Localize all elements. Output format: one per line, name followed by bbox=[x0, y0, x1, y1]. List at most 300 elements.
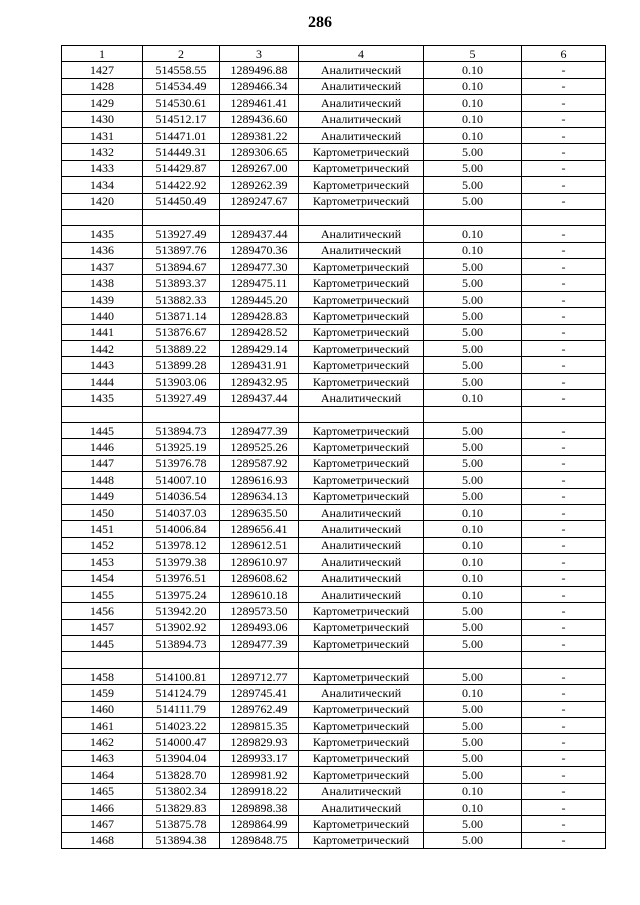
y-coordinate-cell: 1289429.14 bbox=[220, 341, 299, 357]
point-number-cell: 1434 bbox=[62, 177, 143, 193]
column-header: 5 bbox=[424, 46, 522, 62]
x-coordinate-cell bbox=[143, 406, 220, 422]
y-coordinate-cell: 1289762.49 bbox=[220, 701, 299, 717]
method-cell: Аналитический bbox=[299, 78, 424, 94]
x-coordinate-cell: 513894.38 bbox=[143, 832, 220, 848]
method-cell: Картометрический bbox=[299, 193, 424, 209]
description-cell: - bbox=[522, 816, 606, 832]
method-cell: Картометрический bbox=[299, 439, 424, 455]
accuracy-cell: 0.10 bbox=[424, 783, 522, 799]
table-row bbox=[62, 324, 606, 340]
x-coordinate-cell: 513829.83 bbox=[143, 799, 220, 815]
method-cell: Картометрический bbox=[299, 718, 424, 734]
table-row bbox=[62, 636, 606, 652]
description-cell: - bbox=[522, 799, 606, 815]
table-row bbox=[62, 750, 606, 766]
description-cell: - bbox=[522, 291, 606, 307]
description-cell: - bbox=[522, 242, 606, 258]
accuracy-cell: 5.00 bbox=[424, 767, 522, 783]
method-cell: Картометрический bbox=[299, 832, 424, 848]
accuracy-cell: 0.10 bbox=[424, 504, 522, 520]
method-cell: Картометрический bbox=[299, 422, 424, 438]
y-coordinate-cell: 1289262.39 bbox=[220, 177, 299, 193]
point-number-cell: 1464 bbox=[62, 767, 143, 783]
point-number-cell: 1445 bbox=[62, 636, 143, 652]
point-number-cell: 1447 bbox=[62, 455, 143, 471]
accuracy-cell: 0.10 bbox=[424, 570, 522, 586]
x-coordinate-cell: 513802.34 bbox=[143, 783, 220, 799]
accuracy-cell: 5.00 bbox=[424, 373, 522, 389]
description-cell: - bbox=[522, 439, 606, 455]
column-header: 6 bbox=[522, 46, 606, 62]
x-coordinate-cell: 514429.87 bbox=[143, 160, 220, 176]
description-cell bbox=[522, 209, 606, 225]
accuracy-cell: 0.10 bbox=[424, 554, 522, 570]
description-cell: - bbox=[522, 734, 606, 750]
method-cell: Картометрический bbox=[299, 734, 424, 750]
description-cell: - bbox=[522, 554, 606, 570]
table-row bbox=[62, 160, 606, 176]
accuracy-cell: 0.10 bbox=[424, 685, 522, 701]
method-cell: Аналитический bbox=[299, 685, 424, 701]
y-coordinate-cell: 1289470.36 bbox=[220, 242, 299, 258]
accuracy-cell: 5.00 bbox=[424, 341, 522, 357]
y-coordinate-cell: 1289610.97 bbox=[220, 554, 299, 570]
table-row bbox=[62, 291, 606, 307]
description-cell: - bbox=[522, 193, 606, 209]
table-row bbox=[62, 718, 606, 734]
y-coordinate-cell: 1289445.20 bbox=[220, 291, 299, 307]
point-number-cell: 1458 bbox=[62, 668, 143, 684]
accuracy-cell: 5.00 bbox=[424, 701, 522, 717]
point-number-cell: 1428 bbox=[62, 78, 143, 94]
point-number-cell: 1466 bbox=[62, 799, 143, 815]
accuracy-cell: 5.00 bbox=[424, 832, 522, 848]
method-cell: Картометрический bbox=[299, 160, 424, 176]
x-coordinate-cell: 514100.81 bbox=[143, 668, 220, 684]
table-body bbox=[62, 62, 606, 849]
y-coordinate-cell bbox=[220, 209, 299, 225]
x-coordinate-cell: 514036.54 bbox=[143, 488, 220, 504]
description-cell: - bbox=[522, 603, 606, 619]
y-coordinate-cell: 1289712.77 bbox=[220, 668, 299, 684]
y-coordinate-cell: 1289608.62 bbox=[220, 570, 299, 586]
description-cell bbox=[522, 652, 606, 668]
description-cell: - bbox=[522, 701, 606, 717]
description-cell: - bbox=[522, 144, 606, 160]
description-cell: - bbox=[522, 455, 606, 471]
table-row bbox=[62, 308, 606, 324]
table-row bbox=[62, 111, 606, 127]
point-number-cell: 1461 bbox=[62, 718, 143, 734]
y-coordinate-cell: 1289610.18 bbox=[220, 586, 299, 602]
description-cell: - bbox=[522, 521, 606, 537]
y-coordinate-cell: 1289525.26 bbox=[220, 439, 299, 455]
table-row bbox=[62, 422, 606, 438]
x-coordinate-cell: 513902.92 bbox=[143, 619, 220, 635]
point-number-cell: 1465 bbox=[62, 783, 143, 799]
accuracy-cell: 5.00 bbox=[424, 668, 522, 684]
method-cell: Картометрический bbox=[299, 144, 424, 160]
table-row bbox=[62, 78, 606, 94]
point-number-cell: 1450 bbox=[62, 504, 143, 520]
x-coordinate-cell: 514124.79 bbox=[143, 685, 220, 701]
table-row bbox=[62, 767, 606, 783]
accuracy-cell: 5.00 bbox=[424, 603, 522, 619]
table-row bbox=[62, 554, 606, 570]
point-number-cell: 1430 bbox=[62, 111, 143, 127]
point-number-cell: 1463 bbox=[62, 750, 143, 766]
method-cell: Картометрический bbox=[299, 619, 424, 635]
method-cell: Картометрический bbox=[299, 291, 424, 307]
y-coordinate-cell bbox=[220, 652, 299, 668]
accuracy-cell: 0.10 bbox=[424, 799, 522, 815]
method-cell: Картометрический bbox=[299, 341, 424, 357]
y-coordinate-cell bbox=[220, 406, 299, 422]
point-number-cell bbox=[62, 209, 143, 225]
point-number-cell: 1446 bbox=[62, 439, 143, 455]
y-coordinate-cell: 1289306.65 bbox=[220, 144, 299, 160]
description-cell: - bbox=[522, 308, 606, 324]
description-cell: - bbox=[522, 390, 606, 406]
point-number-cell: 1459 bbox=[62, 685, 143, 701]
point-number-cell: 1468 bbox=[62, 832, 143, 848]
x-coordinate-cell: 514006.84 bbox=[143, 521, 220, 537]
method-cell: Картометрический bbox=[299, 357, 424, 373]
table-row bbox=[62, 62, 606, 78]
accuracy-cell: 0.10 bbox=[424, 521, 522, 537]
table-row bbox=[62, 341, 606, 357]
x-coordinate-cell: 514000.47 bbox=[143, 734, 220, 750]
y-coordinate-cell: 1289933.17 bbox=[220, 750, 299, 766]
accuracy-cell: 0.10 bbox=[424, 78, 522, 94]
table-row bbox=[62, 570, 606, 586]
description-cell: - bbox=[522, 718, 606, 734]
table-row bbox=[62, 193, 606, 209]
point-number-cell: 1445 bbox=[62, 422, 143, 438]
method-cell: Аналитический bbox=[299, 554, 424, 570]
table-row bbox=[62, 504, 606, 520]
x-coordinate-cell: 513828.70 bbox=[143, 767, 220, 783]
table-row bbox=[62, 373, 606, 389]
description-cell: - bbox=[522, 685, 606, 701]
x-coordinate-cell: 513894.67 bbox=[143, 259, 220, 275]
accuracy-cell: 5.00 bbox=[424, 734, 522, 750]
x-coordinate-cell: 513979.38 bbox=[143, 554, 220, 570]
y-coordinate-cell: 1289745.41 bbox=[220, 685, 299, 701]
point-number-cell: 1456 bbox=[62, 603, 143, 619]
method-cell: Аналитический bbox=[299, 537, 424, 553]
method-cell: Картометрический bbox=[299, 488, 424, 504]
table-row bbox=[62, 832, 606, 848]
table-row bbox=[62, 816, 606, 832]
accuracy-cell: 0.10 bbox=[424, 226, 522, 242]
point-number-cell: 1448 bbox=[62, 472, 143, 488]
y-coordinate-cell: 1289247.67 bbox=[220, 193, 299, 209]
accuracy-cell bbox=[424, 406, 522, 422]
x-coordinate-cell: 513927.49 bbox=[143, 390, 220, 406]
table-row bbox=[62, 586, 606, 602]
description-cell: - bbox=[522, 586, 606, 602]
y-coordinate-cell: 1289475.11 bbox=[220, 275, 299, 291]
y-coordinate-cell: 1289981.92 bbox=[220, 767, 299, 783]
y-coordinate-cell: 1289477.39 bbox=[220, 636, 299, 652]
y-coordinate-cell: 1289267.00 bbox=[220, 160, 299, 176]
description-cell: - bbox=[522, 259, 606, 275]
description-cell: - bbox=[522, 95, 606, 111]
table-row bbox=[62, 242, 606, 258]
x-coordinate-cell: 513876.67 bbox=[143, 324, 220, 340]
accuracy-cell: 5.00 bbox=[424, 160, 522, 176]
accuracy-cell: 5.00 bbox=[424, 259, 522, 275]
table-row bbox=[62, 226, 606, 242]
table-row bbox=[62, 472, 606, 488]
description-cell: - bbox=[522, 472, 606, 488]
x-coordinate-cell: 514471.01 bbox=[143, 127, 220, 143]
accuracy-cell: 0.10 bbox=[424, 95, 522, 111]
table-row bbox=[62, 783, 606, 799]
point-number-cell: 1427 bbox=[62, 62, 143, 78]
column-header: 1 bbox=[62, 46, 143, 62]
table-row bbox=[62, 209, 606, 225]
table-row bbox=[62, 275, 606, 291]
x-coordinate-cell: 514007.10 bbox=[143, 472, 220, 488]
x-coordinate-cell: 513904.04 bbox=[143, 750, 220, 766]
point-number-cell: 1429 bbox=[62, 95, 143, 111]
y-coordinate-cell: 1289864.99 bbox=[220, 816, 299, 832]
y-coordinate-cell: 1289436.60 bbox=[220, 111, 299, 127]
x-coordinate-cell: 513976.78 bbox=[143, 455, 220, 471]
point-number-cell: 1455 bbox=[62, 586, 143, 602]
description-cell: - bbox=[522, 504, 606, 520]
coordinates-table bbox=[61, 45, 606, 849]
y-coordinate-cell: 1289477.39 bbox=[220, 422, 299, 438]
description-cell: - bbox=[522, 111, 606, 127]
method-cell: Аналитический bbox=[299, 521, 424, 537]
method-cell: Картометрический bbox=[299, 816, 424, 832]
accuracy-cell: 5.00 bbox=[424, 488, 522, 504]
description-cell: - bbox=[522, 537, 606, 553]
x-coordinate-cell: 514449.31 bbox=[143, 144, 220, 160]
method-cell: Аналитический bbox=[299, 242, 424, 258]
accuracy-cell: 5.00 bbox=[424, 275, 522, 291]
method-cell: Картометрический bbox=[299, 701, 424, 717]
column-header: 4 bbox=[299, 46, 424, 62]
page-number: 286 bbox=[308, 14, 332, 31]
point-number-cell: 1440 bbox=[62, 308, 143, 324]
accuracy-cell: 0.10 bbox=[424, 127, 522, 143]
y-coordinate-cell: 1289461.41 bbox=[220, 95, 299, 111]
y-coordinate-cell: 1289656.41 bbox=[220, 521, 299, 537]
description-cell: - bbox=[522, 62, 606, 78]
point-number-cell: 1433 bbox=[62, 160, 143, 176]
description-cell: - bbox=[522, 373, 606, 389]
x-coordinate-cell: 513871.14 bbox=[143, 308, 220, 324]
table-row bbox=[62, 455, 606, 471]
x-coordinate-cell: 514534.49 bbox=[143, 78, 220, 94]
accuracy-cell: 5.00 bbox=[424, 357, 522, 373]
description-cell: - bbox=[522, 832, 606, 848]
accuracy-cell: 0.10 bbox=[424, 390, 522, 406]
method-cell: Аналитический bbox=[299, 127, 424, 143]
table-row bbox=[62, 521, 606, 537]
description-cell: - bbox=[522, 275, 606, 291]
accuracy-cell: 5.00 bbox=[424, 422, 522, 438]
method-cell: Аналитический bbox=[299, 390, 424, 406]
method-cell: Картометрический bbox=[299, 668, 424, 684]
x-coordinate-cell bbox=[143, 209, 220, 225]
x-coordinate-cell: 513882.33 bbox=[143, 291, 220, 307]
method-cell: Аналитический bbox=[299, 799, 424, 815]
table-row bbox=[62, 799, 606, 815]
column-header: 3 bbox=[220, 46, 299, 62]
x-coordinate-cell: 514450.49 bbox=[143, 193, 220, 209]
description-cell: - bbox=[522, 177, 606, 193]
point-number-cell: 1438 bbox=[62, 275, 143, 291]
table-row bbox=[62, 144, 606, 160]
table-row bbox=[62, 177, 606, 193]
point-number-cell: 1432 bbox=[62, 144, 143, 160]
table-row bbox=[62, 259, 606, 275]
method-cell: Картометрический bbox=[299, 750, 424, 766]
point-number-cell: 1435 bbox=[62, 390, 143, 406]
header-row bbox=[62, 46, 606, 62]
y-coordinate-cell: 1289848.75 bbox=[220, 832, 299, 848]
accuracy-cell: 0.10 bbox=[424, 586, 522, 602]
y-coordinate-cell: 1289431.91 bbox=[220, 357, 299, 373]
y-coordinate-cell: 1289815.35 bbox=[220, 718, 299, 734]
accuracy-cell: 5.00 bbox=[424, 619, 522, 635]
point-number-cell: 1452 bbox=[62, 537, 143, 553]
y-coordinate-cell: 1289437.44 bbox=[220, 226, 299, 242]
method-cell: Аналитический bbox=[299, 783, 424, 799]
description-cell: - bbox=[522, 324, 606, 340]
method-cell: Картометрический bbox=[299, 373, 424, 389]
description-cell: - bbox=[522, 422, 606, 438]
table-row bbox=[62, 668, 606, 684]
method-cell: Картометрический bbox=[299, 455, 424, 471]
accuracy-cell: 5.00 bbox=[424, 750, 522, 766]
accuracy-cell: 5.00 bbox=[424, 455, 522, 471]
y-coordinate-cell: 1289428.52 bbox=[220, 324, 299, 340]
accuracy-cell: 5.00 bbox=[424, 177, 522, 193]
point-number-cell: 1436 bbox=[62, 242, 143, 258]
x-coordinate-cell: 513976.51 bbox=[143, 570, 220, 586]
accuracy-cell: 5.00 bbox=[424, 636, 522, 652]
x-coordinate-cell: 513927.49 bbox=[143, 226, 220, 242]
x-coordinate-cell: 513978.12 bbox=[143, 537, 220, 553]
point-number-cell: 1453 bbox=[62, 554, 143, 570]
x-coordinate-cell: 513894.73 bbox=[143, 636, 220, 652]
point-number-cell: 1454 bbox=[62, 570, 143, 586]
y-coordinate-cell: 1289616.93 bbox=[220, 472, 299, 488]
description-cell: - bbox=[522, 767, 606, 783]
method-cell bbox=[299, 209, 424, 225]
table-row bbox=[62, 619, 606, 635]
x-coordinate-cell: 513897.76 bbox=[143, 242, 220, 258]
table-row bbox=[62, 390, 606, 406]
accuracy-cell: 5.00 bbox=[424, 718, 522, 734]
accuracy-cell: 5.00 bbox=[424, 291, 522, 307]
method-cell bbox=[299, 406, 424, 422]
description-cell: - bbox=[522, 160, 606, 176]
description-cell: - bbox=[522, 341, 606, 357]
x-coordinate-cell: 514037.03 bbox=[143, 504, 220, 520]
x-coordinate-cell bbox=[143, 652, 220, 668]
table-row bbox=[62, 652, 606, 668]
description-cell: - bbox=[522, 750, 606, 766]
y-coordinate-cell: 1289496.88 bbox=[220, 62, 299, 78]
point-number-cell: 1462 bbox=[62, 734, 143, 750]
method-cell: Аналитический bbox=[299, 504, 424, 520]
table-row bbox=[62, 406, 606, 422]
point-number-cell: 1444 bbox=[62, 373, 143, 389]
x-coordinate-cell: 514422.92 bbox=[143, 177, 220, 193]
x-coordinate-cell: 513889.22 bbox=[143, 341, 220, 357]
accuracy-cell: 5.00 bbox=[424, 144, 522, 160]
x-coordinate-cell: 513893.37 bbox=[143, 275, 220, 291]
y-coordinate-cell: 1289477.30 bbox=[220, 259, 299, 275]
y-coordinate-cell: 1289635.50 bbox=[220, 504, 299, 520]
x-coordinate-cell: 514530.61 bbox=[143, 95, 220, 111]
method-cell: Картометрический bbox=[299, 767, 424, 783]
table-row bbox=[62, 701, 606, 717]
table-row bbox=[62, 734, 606, 750]
accuracy-cell: 0.10 bbox=[424, 242, 522, 258]
table-row bbox=[62, 603, 606, 619]
point-number-cell: 1449 bbox=[62, 488, 143, 504]
description-cell: - bbox=[522, 78, 606, 94]
point-number-cell: 1451 bbox=[62, 521, 143, 537]
accuracy-cell bbox=[424, 652, 522, 668]
method-cell: Картометрический bbox=[299, 275, 424, 291]
point-number-cell: 1442 bbox=[62, 341, 143, 357]
x-coordinate-cell: 514558.55 bbox=[143, 62, 220, 78]
y-coordinate-cell: 1289381.22 bbox=[220, 127, 299, 143]
description-cell: - bbox=[522, 226, 606, 242]
description-cell: - bbox=[522, 636, 606, 652]
method-cell bbox=[299, 652, 424, 668]
method-cell: Картометрический bbox=[299, 472, 424, 488]
point-number-cell bbox=[62, 652, 143, 668]
y-coordinate-cell: 1289466.34 bbox=[220, 78, 299, 94]
method-cell: Аналитический bbox=[299, 111, 424, 127]
x-coordinate-cell: 513875.78 bbox=[143, 816, 220, 832]
x-coordinate-cell: 513975.24 bbox=[143, 586, 220, 602]
accuracy-cell: 5.00 bbox=[424, 472, 522, 488]
point-number-cell: 1435 bbox=[62, 226, 143, 242]
y-coordinate-cell: 1289918.22 bbox=[220, 783, 299, 799]
accuracy-cell: 0.10 bbox=[424, 62, 522, 78]
point-number-cell bbox=[62, 406, 143, 422]
y-coordinate-cell: 1289829.93 bbox=[220, 734, 299, 750]
x-coordinate-cell: 514023.22 bbox=[143, 718, 220, 734]
table-row bbox=[62, 127, 606, 143]
point-number-cell: 1431 bbox=[62, 127, 143, 143]
accuracy-cell: 5.00 bbox=[424, 324, 522, 340]
accuracy-cell: 5.00 bbox=[424, 816, 522, 832]
y-coordinate-cell: 1289432.95 bbox=[220, 373, 299, 389]
method-cell: Аналитический bbox=[299, 226, 424, 242]
method-cell: Картометрический bbox=[299, 324, 424, 340]
description-cell: - bbox=[522, 668, 606, 684]
method-cell: Картометрический bbox=[299, 603, 424, 619]
point-number-cell: 1437 bbox=[62, 259, 143, 275]
method-cell: Аналитический bbox=[299, 586, 424, 602]
method-cell: Аналитический bbox=[299, 62, 424, 78]
accuracy-cell bbox=[424, 209, 522, 225]
table-row bbox=[62, 685, 606, 701]
